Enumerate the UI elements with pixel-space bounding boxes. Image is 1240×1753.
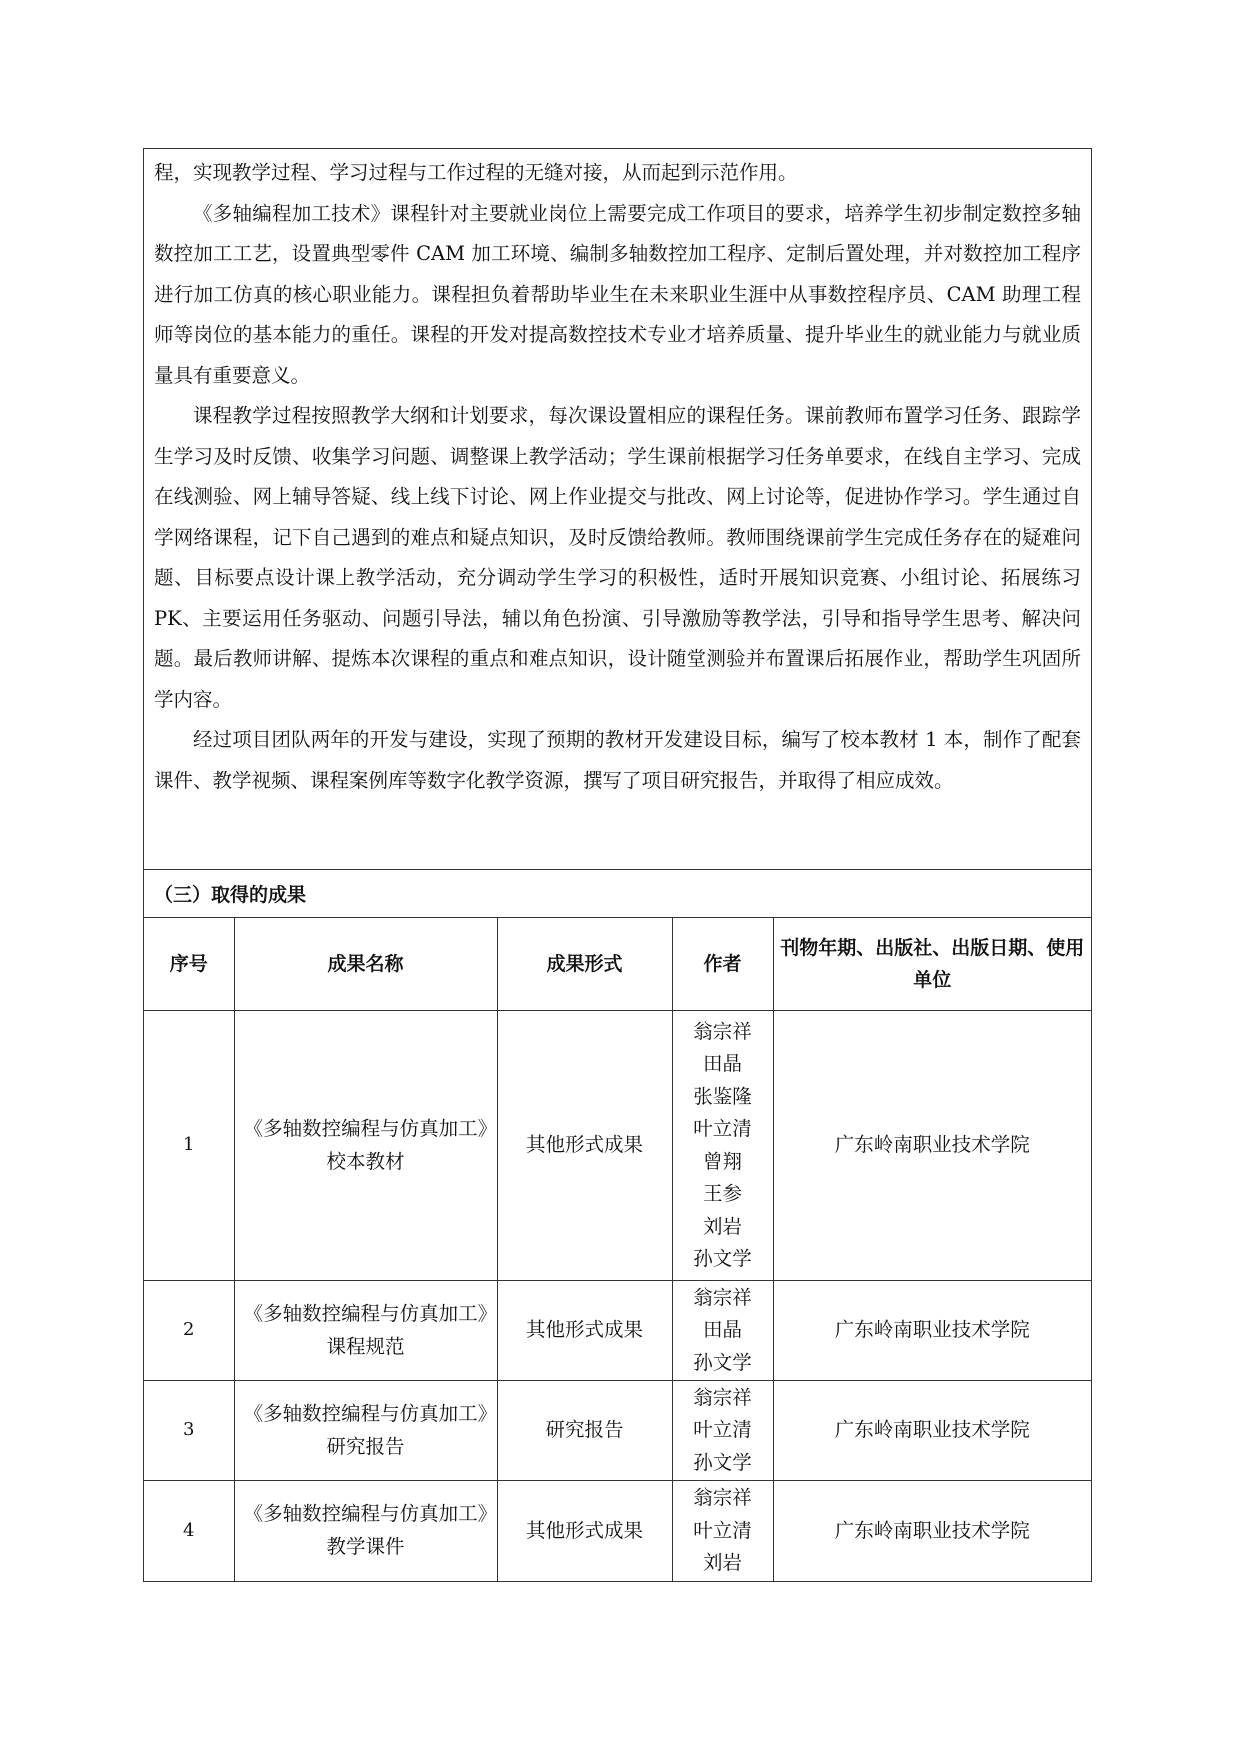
- author-name: 叶立清: [693, 1518, 752, 1542]
- author-name: 孙文学: [693, 1247, 752, 1270]
- table-row: [144, 1381, 1091, 1481]
- cell-form: 研究报告: [497, 1381, 672, 1481]
- narrative-paragraph-4: 经过项目团队两年的开发与建设，实现了预期的教材开发建设目标，编写了校本教材 1 本，制作了配套课件、教学视频、课程案例库等数字化教学资源，撰写了项目研究报告，并取得了相应成效。: [154, 728, 1081, 792]
- project-narrative: [144, 149, 1091, 870]
- cell-publication: 广东岭南职业技术学院: [773, 1011, 1091, 1281]
- table-row: [144, 1011, 1091, 1281]
- header-form: 成果形式: [497, 918, 672, 1011]
- author-name: 翁宗祥: [693, 1019, 752, 1043]
- author-name: 孙文学: [693, 1450, 752, 1474]
- table-row: [144, 1481, 1091, 1581]
- cell-form: 其他形式成果: [497, 1481, 672, 1581]
- cell-authors: [672, 1011, 773, 1281]
- cell-no: 3: [144, 1381, 234, 1481]
- header-name: 成果名称: [234, 918, 497, 1011]
- cell-name: 《多轴数控编程与仿真加工》研究报告: [234, 1381, 497, 1481]
- cell-name: 《多轴数控编程与仿真加工》课程规范: [234, 1281, 497, 1381]
- cell-publication: 广东岭南职业技术学院: [773, 1381, 1091, 1481]
- table-row: [144, 1281, 1091, 1381]
- narrative-paragraph-3: 课程教学过程按照教学大纲和计划要求，每次课设置相应的课程任务。课前教师布置学习任务、跟踪学生学习及时反馈、收集学习问题、调整课上教学活动；学生课前根据学习任务单要求，在线自主学习、完成在线测验、网上辅导答疑、线上线下讨论、网上作业提交与批改、网上讨论等，促进协作学习。学生通过自学网络课程，记下自己遇到的难点和疑点知识，及时反馈给教师。教师围绕课前学生完成任务存在的疑难问题、目标要点设计课上教学活动，充分调动学生学习的积极性，适时开展知识竞赛、小组讨论、拓展练习 PK、主要运用任务驱动、问题引导法，辅以角色扮演、引导激励等教学法，引导和指导学生思考、解决问题。最后教师讲解、提炼本次课程的重点和难点知识，设计随堂测验并布置课后拓展作业，帮助学生巩固所学内容。: [154, 404, 1081, 711]
- results-table-header-row: [144, 918, 1091, 1011]
- author-name: 刘岩: [702, 1214, 742, 1238]
- author-name: 翁宗祥: [693, 1285, 752, 1309]
- narrative-paragraph-2: 《多轴编程加工技术》课程针对主要就业岗位上需要完成工作项目的要求，培养学生初步制定数控多轴数控加工工艺，设置典型零件 CAM 加工环境、编制多轴数控加工程序、定制后置处理，并对数控加工程序进行加工仿真的核心职业能力。课程担负着帮助毕业生在未来职业生涯中从事数控程序员、CAM 助理工程师等岗位的基本能力的重任。课程的开发对提高数控技术专业才培养质量、提升毕业生的就业能力与就业质量具有重要意义。: [154, 201, 1081, 387]
- cell-authors: [672, 1381, 773, 1481]
- author-name: 叶立清: [693, 1418, 752, 1442]
- cell-name: 《多轴数控编程与仿真加工》教学课件: [234, 1481, 497, 1581]
- cell-publication: 广东岭南职业技术学院: [773, 1281, 1091, 1381]
- header-no: 序号: [144, 918, 234, 1011]
- author-name: 翁宗祥: [693, 1486, 752, 1509]
- author-name: 叶立清: [693, 1117, 752, 1140]
- cell-form: 其他形式成果: [497, 1281, 672, 1381]
- author-name: 田晶: [702, 1052, 742, 1075]
- author-name: 曾翔: [702, 1149, 742, 1173]
- results-table: [144, 918, 1091, 1581]
- cell-no: 2: [144, 1281, 234, 1381]
- cell-authors: [672, 1281, 773, 1381]
- cell-form: 其他形式成果: [497, 1011, 672, 1281]
- header-publication: 刊物年期、出版社、出版日期、使用单位: [773, 918, 1091, 1011]
- author-name: 张鉴隆: [693, 1084, 752, 1108]
- narrative-paragraph-1: 程，实现教学过程、学习过程与工作过程的无缝对接，从而起到示范作用。: [154, 161, 798, 184]
- cell-authors: [672, 1481, 773, 1581]
- author-name: 王参: [702, 1182, 742, 1205]
- author-name: 孙文学: [693, 1350, 752, 1374]
- cell-name: 《多轴数控编程与仿真加工》校本教材: [234, 1011, 497, 1281]
- cell-no: 1: [144, 1011, 234, 1281]
- header-author: 作者: [672, 918, 773, 1011]
- report-form-frame: [143, 148, 1092, 1582]
- author-name: 翁宗祥: [693, 1385, 752, 1409]
- author-name: 刘岩: [702, 1551, 742, 1574]
- cell-publication: 广东岭南职业技术学院: [773, 1481, 1091, 1581]
- author-name: 田晶: [702, 1318, 742, 1342]
- section-heading-results: （三）取得的成果: [144, 870, 1091, 918]
- cell-no: 4: [144, 1481, 234, 1581]
